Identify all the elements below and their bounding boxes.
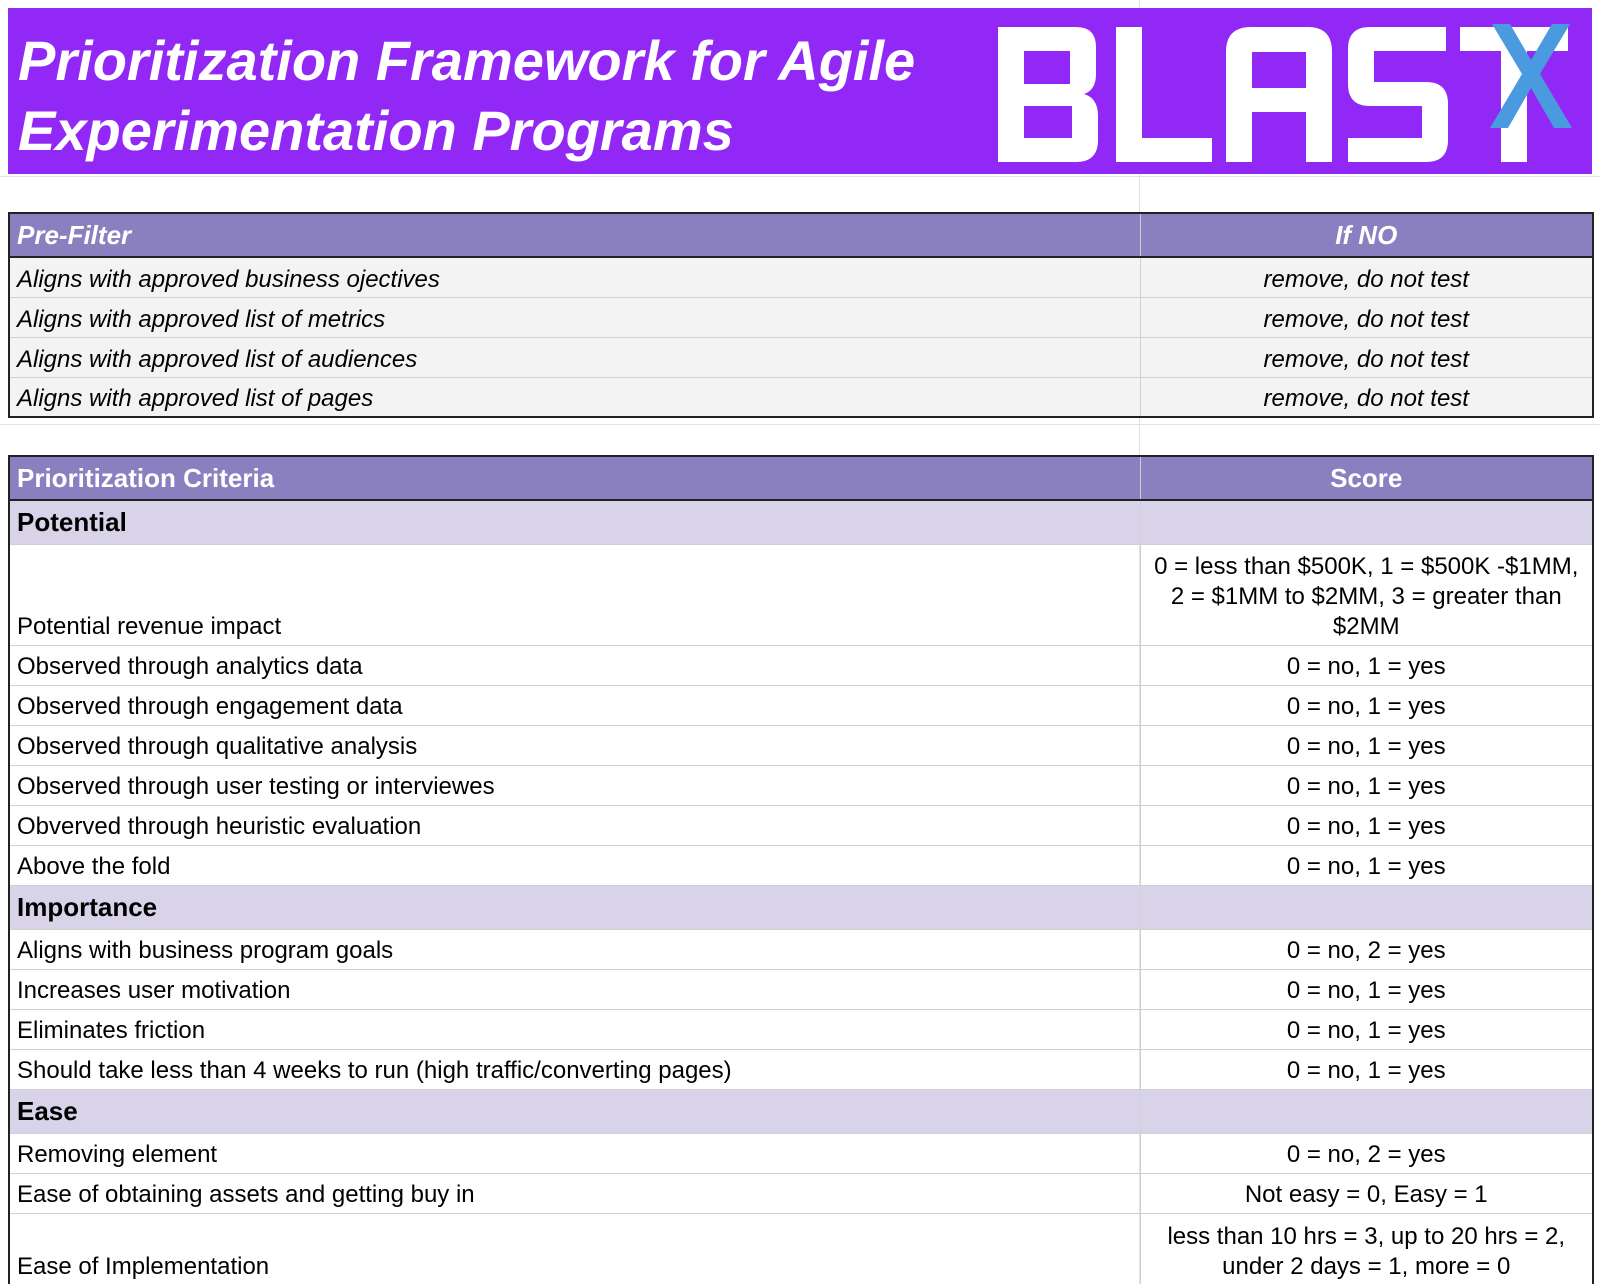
- prefilter-header: [9, 213, 1593, 257]
- criteria-header: [9, 456, 1593, 500]
- prefilter-action[interactable]: remove, do not test: [1140, 337, 1593, 377]
- score-cell[interactable]: 0 = no, 2 = yes: [1140, 929, 1593, 969]
- table-row: [9, 685, 1593, 725]
- table-row: [9, 297, 1593, 337]
- table-row: [9, 765, 1593, 805]
- score-cell[interactable]: less than 10 hrs = 3, up to 20 hrs = 2, under 2 days = 1, more = 0: [1140, 1213, 1593, 1284]
- prefilter-header-right: If NO: [1140, 213, 1593, 257]
- criterion-cell[interactable]: Observed through user testing or interviewes: [9, 765, 1140, 805]
- criterion-cell[interactable]: Removing element: [9, 1133, 1140, 1173]
- prefilter-action[interactable]: remove, do not test: [1140, 257, 1593, 297]
- title-line-1: Prioritization Framework for Agile: [18, 29, 916, 92]
- title-line-2: Experimentation Programs: [18, 99, 734, 162]
- criterion-cell[interactable]: Above the fold: [9, 845, 1140, 885]
- row-gridline: [0, 424, 1600, 425]
- section-row-importance: [9, 885, 1593, 929]
- criteria-header-right: Score: [1140, 456, 1593, 500]
- prefilter-header-left: Pre-Filter: [9, 213, 1140, 257]
- prefilter-action[interactable]: remove, do not test: [1140, 297, 1593, 337]
- blastx-logo: [998, 22, 1588, 172]
- table-row: [9, 377, 1593, 417]
- score-cell[interactable]: 0 = no, 1 = yes: [1140, 1009, 1593, 1049]
- criterion-cell[interactable]: Should take less than 4 weeks to run (high traffic/converting pages): [9, 1049, 1140, 1089]
- score-cell[interactable]: 0 = less than $500K, 1 = $500K -$1MM, 2 = $1MM to $2MM, 3 = greater than $2MM: [1140, 544, 1593, 645]
- section-label[interactable]: Potential: [9, 500, 1140, 544]
- score-cell[interactable]: 0 = no, 1 = yes: [1140, 969, 1593, 1009]
- criteria-header-left: Prioritization Criteria: [9, 456, 1140, 500]
- table-row: [9, 257, 1593, 297]
- prefilter-action[interactable]: remove, do not test: [1140, 377, 1593, 417]
- table-row: [9, 929, 1593, 969]
- criterion-cell[interactable]: Observed through qualitative analysis: [9, 725, 1140, 765]
- section-label[interactable]: Importance: [9, 885, 1140, 929]
- table-row: [9, 1133, 1593, 1173]
- score-cell[interactable]: 0 = no, 2 = yes: [1140, 1133, 1593, 1173]
- score-cell[interactable]: 0 = no, 1 = yes: [1140, 1049, 1593, 1089]
- criterion-cell[interactable]: Ease of obtaining assets and getting buy in: [9, 1173, 1140, 1213]
- criterion-cell[interactable]: Observed through engagement data: [9, 685, 1140, 725]
- section-label[interactable]: Ease: [9, 1089, 1140, 1133]
- prefilter-criterion[interactable]: Aligns with approved list of pages: [9, 377, 1140, 417]
- logo-text: BLASTX: [998, 22, 1002, 23]
- criterion-cell[interactable]: Ease of Implementation: [9, 1213, 1140, 1284]
- section-score-empty[interactable]: [1140, 885, 1593, 929]
- criteria-table: [8, 455, 1594, 1284]
- title-banner: [8, 8, 1592, 174]
- table-row: [9, 1049, 1593, 1089]
- section-row-ease: [9, 1089, 1593, 1133]
- prefilter-table: [8, 212, 1594, 418]
- score-cell[interactable]: 0 = no, 1 = yes: [1140, 685, 1593, 725]
- score-cell[interactable]: 0 = no, 1 = yes: [1140, 725, 1593, 765]
- table-row: [9, 337, 1593, 377]
- table-row: [9, 725, 1593, 765]
- prefilter-criterion[interactable]: Aligns with approved business ojectives: [9, 257, 1140, 297]
- criterion-cell[interactable]: Observed through analytics data: [9, 645, 1140, 685]
- table-row: [9, 1173, 1593, 1213]
- table-row: [9, 845, 1593, 885]
- section-score-empty[interactable]: [1140, 1089, 1593, 1133]
- criterion-cell[interactable]: Increases user motivation: [9, 969, 1140, 1009]
- table-row: [9, 1009, 1593, 1049]
- section-row-potential: [9, 500, 1593, 544]
- prefilter-criterion[interactable]: Aligns with approved list of audiences: [9, 337, 1140, 377]
- criterion-cell[interactable]: Potential revenue impact: [9, 544, 1140, 645]
- criterion-cell[interactable]: Aligns with business program goals: [9, 929, 1140, 969]
- score-cell[interactable]: 0 = no, 1 = yes: [1140, 645, 1593, 685]
- table-row: [9, 1213, 1593, 1284]
- table-row: [9, 645, 1593, 685]
- score-cell[interactable]: 0 = no, 1 = yes: [1140, 765, 1593, 805]
- table-row: [9, 544, 1593, 645]
- table-row: [9, 969, 1593, 1009]
- prefilter-criterion[interactable]: Aligns with approved list of metrics: [9, 297, 1140, 337]
- score-cell[interactable]: 0 = no, 1 = yes: [1140, 845, 1593, 885]
- row-gridline: [0, 176, 1600, 177]
- score-cell[interactable]: Not easy = 0, Easy = 1: [1140, 1173, 1593, 1213]
- table-row: [9, 805, 1593, 845]
- criterion-cell[interactable]: Eliminates friction: [9, 1009, 1140, 1049]
- section-score-empty[interactable]: [1140, 500, 1593, 544]
- page-title: [18, 26, 978, 166]
- score-cell[interactable]: 0 = no, 1 = yes: [1140, 805, 1593, 845]
- criterion-cell[interactable]: Obverved through heuristic evaluation: [9, 805, 1140, 845]
